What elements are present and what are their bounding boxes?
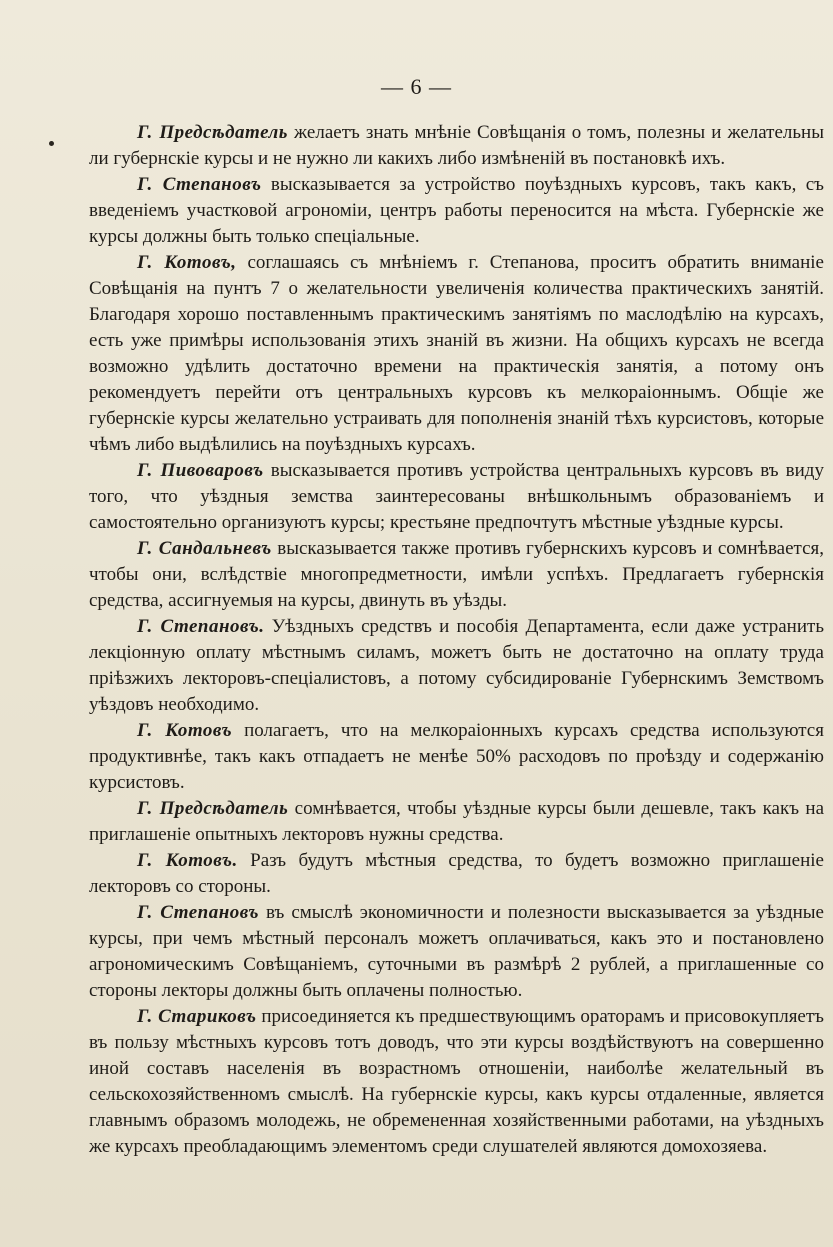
paragraph-text: Уѣздныхъ средствъ и пособія Департамента, если даже устранить лекціонную оплату мѣстнымъ силамъ, можетъ быть не достаточно на оплату труда пріѣзжихъ лекторовъ-спеціалистовъ, а потому субсидированіе Губернскимъ Земствомъ уѣздовъ необходимо. — [89, 616, 824, 715]
speaker-name: Г. Степановъ. — [137, 616, 265, 637]
paragraph — [89, 848, 824, 900]
paragraph-text: сомнѣвается, чтобы уѣздные курсы были дешевле, такъ какъ на приглашеніе опытныхъ лекторовъ нужны средства. — [89, 798, 824, 845]
paragraph-text: желаетъ знать мнѣніе Совѣщанія о томъ, полезны и желательны ли губернскіе курсы и не нужно ли какихъ либо измѣненій въ постановкѣ ихъ. — [89, 122, 824, 169]
paragraph — [89, 536, 824, 614]
text-body — [89, 120, 824, 1160]
speaker-name: Г. Степановъ — [137, 902, 260, 923]
paragraph-text: соглашаясь съ мнѣніемъ г. Степанова, проситъ обратить вниманіе Совѣщанія на пунтъ 7 о желательности увеличенія количества практическихъ занятій. Благодаря хорошо поставленнымъ практическимъ занятіямъ по маслодѣлію на курсахъ, есть уже примѣры использованія этихъ знаній въ жизни. На общихъ курсахъ не всегда возможно удѣлить достаточно времени на практическія занятія, а потому онъ рекомендуетъ перейти отъ центральныхъ курсовъ къ мелкораіоннымъ. Общіе же губернскіе курсы желательно устраивать для пополненія знаній тѣхъ курсистовъ, которые чѣмъ либо выдѣлились на поуѣздныхъ курсахъ. — [89, 252, 824, 455]
speaker-name: Г. Степановъ — [137, 174, 262, 195]
paragraph-text: въ смыслѣ экономичности и полезности высказывается за уѣздные курсы, при чемъ мѣстный персоналъ можетъ оплачиваться, какъ это и постановлено агрономическимъ Совѣщаніемъ, суточными въ размѣрѣ 2 рублей, а приглашенные со стороны лекторы должны быть оплачены полностью. — [89, 902, 824, 1001]
page-number: — 6 — — [381, 74, 452, 99]
paragraph — [89, 900, 824, 1004]
speaker-name: Г. Пивоваровъ — [137, 460, 264, 481]
paragraph-text: высказывается также противъ губернскихъ курсовъ и сомнѣвается, чтобы они, вслѣдствіе многопредметности, имѣли успѣхъ. Предлагаетъ губернскія средства, ассигнуемыя на курсы, двинуть въ уѣзды. — [89, 538, 824, 611]
paragraph-text: Разъ будутъ мѣстныя средства, то будетъ возможно приглашеніе лекторовъ со стороны. — [89, 850, 824, 897]
speaker-name: Г. Предсѣдатель — [137, 798, 289, 819]
paragraph-text: высказывается за устройство поуѣздныхъ курсовъ, такъ какъ, съ введеніемъ участковой агрономіи, центръ работы переносится на мѣста. Губернскіе же курсы должны быть только спеціальные. — [89, 174, 824, 247]
paragraph — [89, 120, 824, 172]
paragraph — [89, 796, 824, 848]
paragraph-text: высказывается противъ устройства центральныхъ курсовъ въ виду того, что уѣздныя земства заинтересованы внѣшкольнымъ образованіемъ и самостоятельно организуютъ курсы; крестьяне предпочтутъ мѣстные уѣздные курсы. — [89, 460, 824, 533]
margin-mark — [49, 141, 54, 146]
paragraph — [89, 718, 824, 796]
paragraph — [89, 614, 824, 718]
speaker-name: Г. Стариковъ — [137, 1006, 257, 1027]
paragraph-text: присоединяется къ предшествующимъ ораторамъ и присовокупляетъ въ пользу мѣстныхъ курсовъ тотъ доводъ, что эти курсы воздѣйствуютъ на совершенно иной составъ населенія въ возрастномъ отношеніи, наиболѣе желательный въ сельскохозяйственномъ смыслѣ. На губернскіе курсы, какъ курсы отдаленные, является главнымъ образомъ молодежь, не обремененная хозяйственными работами, на уѣздныхъ же курсахъ преобладающимъ элементомъ среди слушателей являются домохозяева. — [89, 1006, 824, 1157]
paragraph — [89, 1004, 824, 1160]
speaker-name: Г. Котовъ. — [137, 850, 238, 871]
paragraph — [89, 172, 824, 250]
speaker-name: Г. Сандальневъ — [137, 538, 272, 559]
paragraph — [89, 458, 824, 536]
speaker-name: Г. Котовъ, — [137, 252, 237, 273]
speaker-name: Г. Предсѣдатель — [137, 122, 288, 143]
speaker-name: Г. Котовъ — [137, 720, 233, 741]
paragraph-text: полагаетъ, что на мелкораіонныхъ курсахъ средства используются продуктивнѣе, такъ какъ отпадаетъ не менѣе 50% расходовъ по проѣзду и содержанію курсистовъ. — [89, 720, 824, 793]
paragraph — [89, 250, 824, 458]
